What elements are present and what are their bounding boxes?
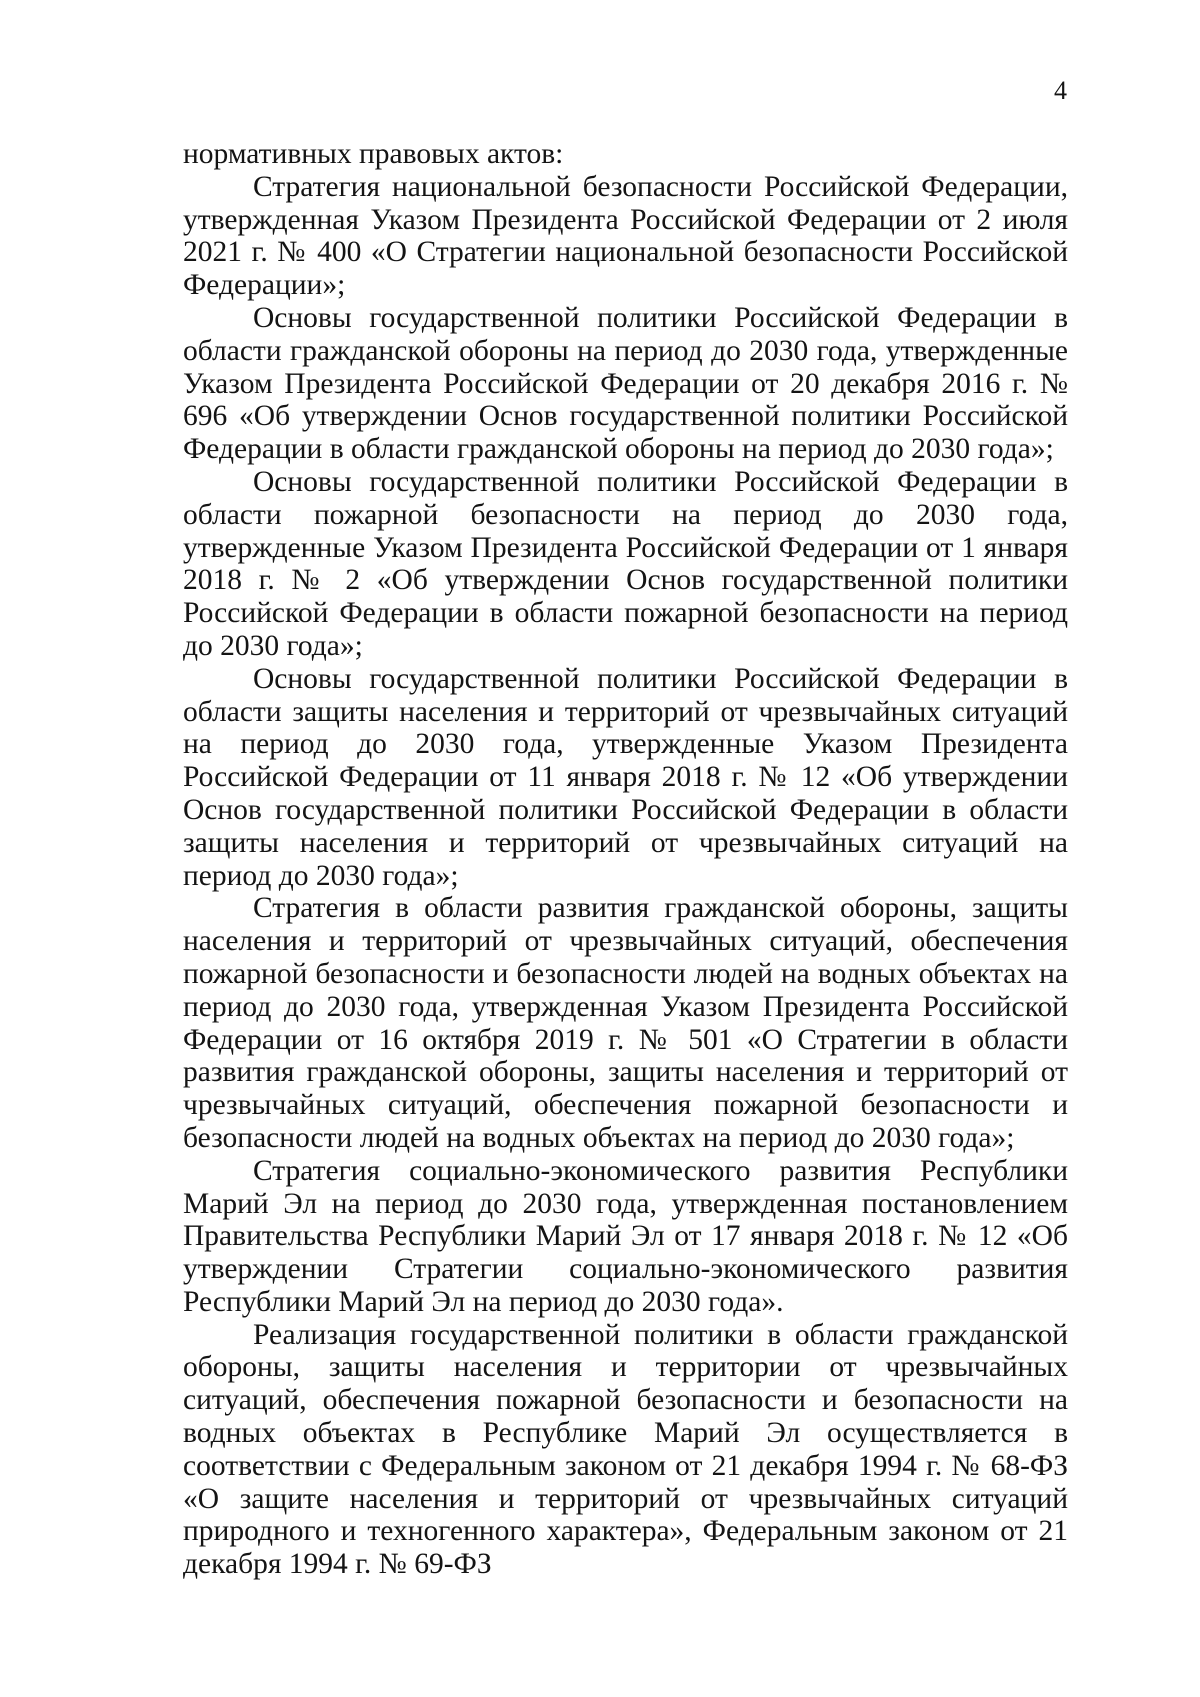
paragraph-mari-el-strategy: Стратегия социально-экономического развития Республики Марий Эл на период до 2030 года, утвержденная постановлением Правительства Республики Марий Эл от 17 января 2018 г. № 12 «Об утверждении Стратегии социально-экономического развития Республики Марий Эл на период до 2030 года». bbox=[183, 1154, 1068, 1318]
paragraph-civil-defense-policy: Основы государственной политики Российской Федерации в области гражданской обороны на период до 2030 года, утвержденные Указом Президента Российской Федерации от 20 декабря 2016 г. № 696 «Об утверждении Основ государственной политики Российской Федерации в области гражданской обороны на период до 2030 года»; bbox=[183, 301, 1068, 466]
paragraph-national-security-strategy: Стратегия национальной безопасности Российской Федерации, утвержденная Указом Президента Российской Федерации от 2 июля 2021 г. № 400 «О Стратегии национальной безопасности Российской Федерации»; bbox=[183, 170, 1068, 302]
document-body bbox=[183, 138, 1068, 1581]
paragraph-fire-safety-policy: Основы государственной политики Российской Федерации в области пожарной безопасности на период до 2030 года, утвержденные Указом Президента Российской Федерации от 1 января 2018 г. № 2 «Об утверждении Основ государственной политики Российской Федерации в области пожарной безопасности на период до 2030 года»; bbox=[183, 465, 1068, 662]
paragraph-policy-implementation: Реализация государственной политики в области гражданской обороны, защиты населения и территории от чрезвычайных ситуаций, обеспечения пожарной безопасности и безопасности на водных объектах в Республике Марий Эл осуществляется в соответствии с Федеральным законом от 21 декабря 1994 г. № 68-ФЗ «О защите населения и территорий от чрезвычайных ситуаций природного и техногенного характера», Федеральным законом от 21 декабря 1994 г. № 69-ФЗ bbox=[183, 1318, 1068, 1581]
page-number: 4 bbox=[1054, 76, 1067, 105]
paragraph-intro-continuation: нормативных правовых актов: bbox=[183, 138, 564, 170]
paragraph-civil-defense-strategy: Стратегия в области развития гражданской обороны, защиты населения и территорий от чрезвычайных ситуаций, обеспечения пожарной безопасности и безопасности людей на водных объектах на период до 2030 года, утвержденная Указом Президента Российской Федерации от 16 октября 2019 г. № 501 «О Стратегии в области развития гражданской обороны, защиты населения и территорий от чрезвычайных ситуаций, обеспечения пожарной безопасности и безопасности людей на водных объектах на период до 2030 года»; bbox=[183, 892, 1068, 1154]
paragraph-emergency-protection-policy: Основы государственной политики Российской Федерации в области защиты населения и территорий от чрезвычайных ситуаций на период до 2030 года, утвержденные Указом Президента Российской Федерации от 11 января 2018 г. № 12 «Об утверждении Основ государственной политики Российской Федерации в области защиты населения и территорий от чрезвычайных ситуаций на период до 2030 года»; bbox=[183, 662, 1068, 892]
